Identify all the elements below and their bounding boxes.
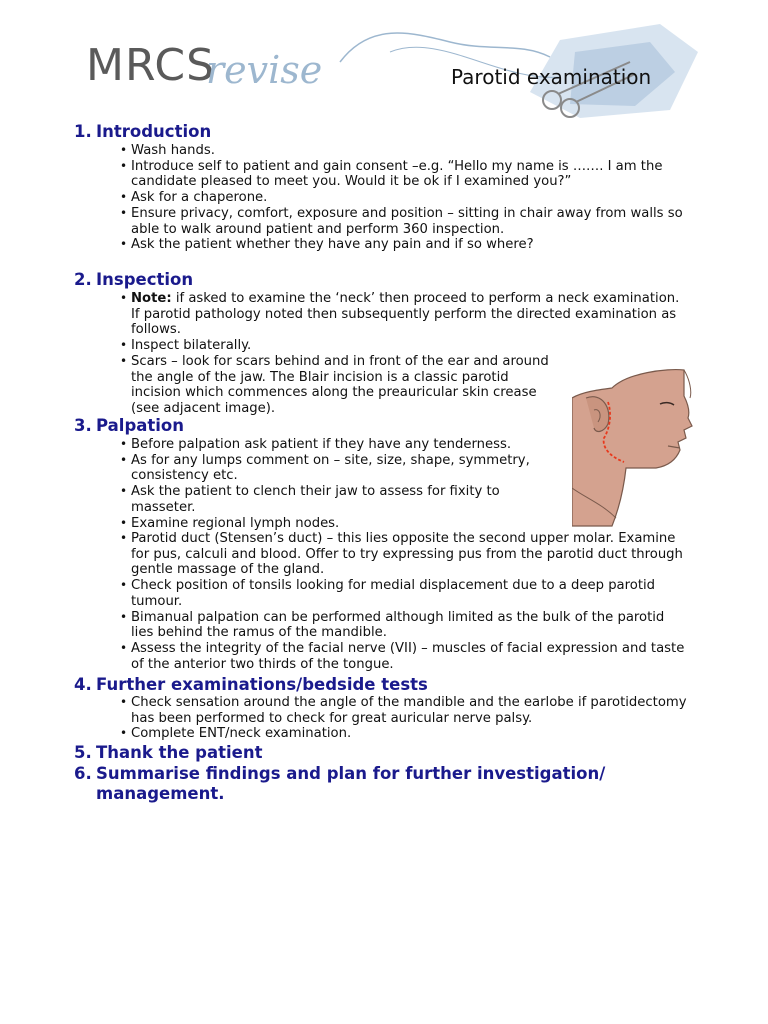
list-item: • Assess the integrity of the facial nerve (VII) – muscles of facial expression and taste of the anterior two thirds of the tongue. [120,641,690,672]
section-palpation-heading [74,416,184,436]
page-header [0,0,768,120]
list-item-note [120,291,690,338]
list-item: • As for any lumps comment on – site, size, shape, symmetry, consistency etc. [120,453,550,484]
section-title: Introduction [96,122,212,141]
section-further-examinations-heading [74,675,428,695]
list-item: • Complete ENT/neck examination. [120,726,690,742]
inspection-list-continued [120,354,550,417]
further-examinations-list [120,695,690,742]
list-item: • Ask the patient whether they have any pain and if so where? [120,237,690,253]
list-item: • Scars – look for scars behind and in front of the ear and around the angle of the jaw. The Blair incision is a classic parotid incision which commences along the preauricular skin crease (see adjacent image). [120,354,550,417]
note-label: Note: [131,291,172,306]
section-inspection-heading [74,270,193,290]
logo-mrcs-text: MRCS [86,40,215,91]
list-item: • Parotid duct (Stensen’s duct) – this lies opposite the second upper molar. Examine for pus, calculi and blood. Offer to try expressing pus from the parotid duct through gentle massage of the gland. [120,531,690,578]
introduction-list [120,143,690,253]
list-item: • Ask for a chaperone. [120,190,690,206]
palpation-list-narrow [120,437,550,531]
logo-revise-text: revise [206,48,323,92]
inspection-list [120,291,690,354]
note-text: if asked to examine the ‘neck’ then proceed to perform a neck examination. If parotid pathology noted then subsequently perform the directed examination as follows. [131,291,680,338]
list-item: • Inspect bilaterally. [120,338,690,354]
section-number: 1. [74,122,92,141]
list-item: • Check position of tonsils looking for medial displacement due to a deep parotid tumour. [120,578,690,609]
list-item: • Check sensation around the angle of the mandible and the earlobe if parotidectomy has been performed to check for great auricular nerve palsy. [120,695,690,726]
document-title: Parotid examination [451,65,652,89]
list-item: • Wash hands. [120,143,690,159]
section-introduction-heading [74,122,211,142]
section-title: Palpation [96,416,185,435]
section-title: Further examinations/bedside tests [96,675,428,694]
section-title: Inspection [96,270,194,289]
list-item: • Examine regional lymph nodes. [120,516,550,532]
list-item: • Before palpation ask patient if they have any tenderness. [120,437,550,453]
section-number: 3. [74,416,92,435]
list-item: • Introduce self to patient and gain consent –e.g. “Hello my name is ……. I am the candidate pleased to meet you. Would it be ok if I examined you?” [120,159,690,190]
section-number: 6. [74,764,92,783]
section-title: Summarise findings and plan for further investigation/ management. [96,764,606,803]
section-number: 4. [74,675,92,694]
list-item: • Bimanual palpation can be performed although limited as the bulk of the parotid lies behind the ramus of the mandible. [120,610,690,641]
palpation-list [120,531,690,672]
list-item: • Ask the patient to clench their jaw to assess for fixity to masseter. [120,484,550,515]
section-summarise-heading [74,764,634,804]
section-number: 2. [74,270,92,289]
parotid-incision-face-illustration [572,368,694,528]
section-title: Thank the patient [96,743,263,762]
section-number: 5. [74,743,92,762]
list-item: • Ensure privacy, comfort, exposure and position – sitting in chair away from walls so able to walk around patient and perform 360 inspection. [120,206,690,237]
section-thank-patient-heading [74,743,262,763]
